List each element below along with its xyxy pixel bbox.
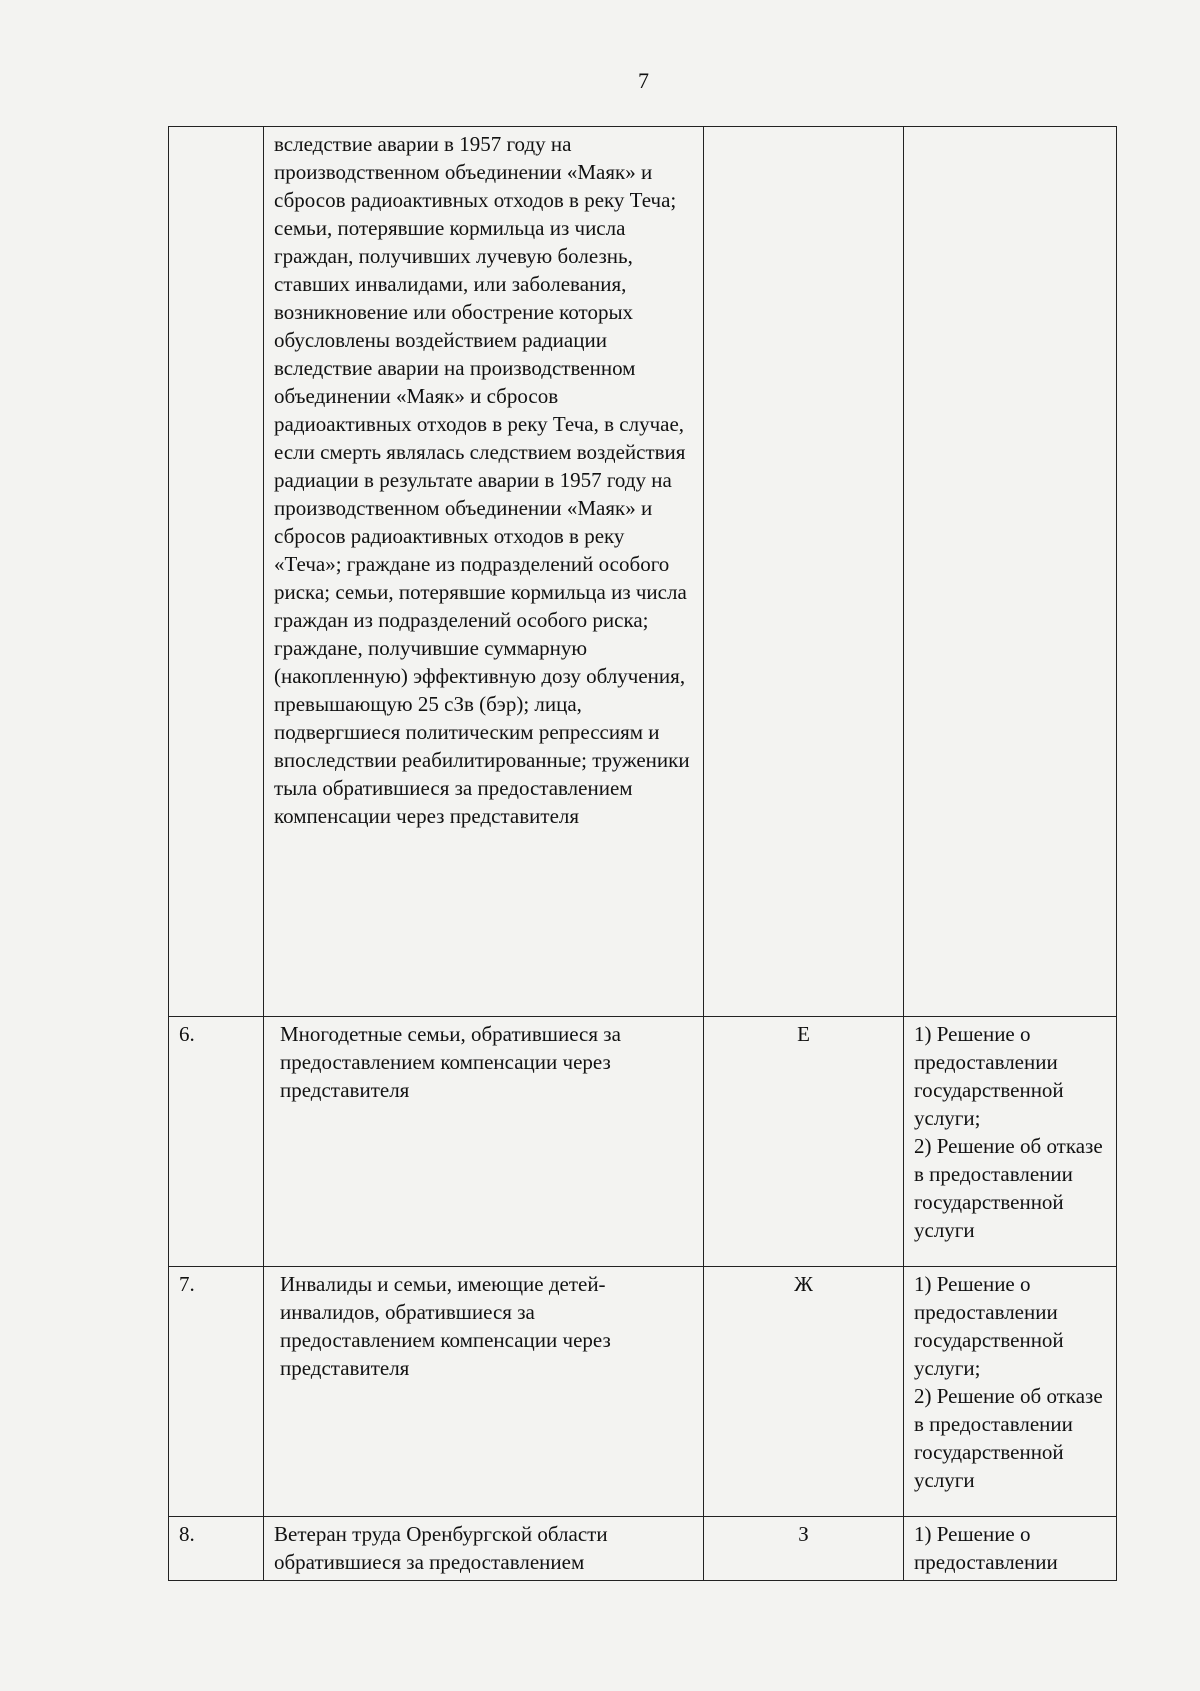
table-row bbox=[169, 1267, 1117, 1517]
row-code bbox=[704, 127, 904, 1017]
row-number bbox=[169, 127, 264, 1017]
row-result-positive: 1) Решение о предоставлении bbox=[914, 1522, 1058, 1574]
row-result bbox=[904, 1517, 1117, 1581]
row-number: 7. bbox=[169, 1267, 264, 1517]
row-code: З bbox=[704, 1517, 904, 1581]
row-number: 8. bbox=[169, 1517, 264, 1581]
row-category: Ветеран труда Оренбургской области обратившиеся за предоставлением bbox=[264, 1517, 704, 1581]
row-code: Е bbox=[704, 1017, 904, 1267]
row-result-positive: 1) Решение о предоставлении государственной услуги; bbox=[914, 1272, 1064, 1380]
table-row bbox=[169, 1017, 1117, 1267]
page-number: 7 bbox=[638, 68, 649, 93]
row-category: Многодетные семьи, обратившиеся за предоставлением компенсации через представителя bbox=[264, 1017, 704, 1267]
row-category: вследствие аварии в 1957 году на производственном объединении «Маяк» и сбросов радиоактивных отходов в реку Теча; семьи, потерявшие кормильца из числа граждан, получивших лучевую болезнь, ставших инвалидами, или заболевания, возникновение или обострение которых обусловлены воздействием радиации вследствие аварии на производственном объединении «Маяк» и сбросов радиоактивных отходов в реку Теча, в случае, если смерть являлась следствием воздействия радиации в результате аварии в 1957 году на производственном объединении «Маяк» и сбросов радиоактивных отходов в реку «Теча»; граждане из подразделений особого риска; семьи, потерявшие кормильца из числа граждан из подразделений особого риска; граждане, получившие суммарную (накопленную) эффективную дозу облучения, превышающую 25 сЗв (бэр); лица, подвергшиеся политическим репрессиям и впоследствии реабилитированные; труженики тыла обратившиеся за предоставлением компенсации через представителя bbox=[264, 127, 704, 1017]
table-row bbox=[169, 127, 1117, 1017]
row-category: Инвалиды и семьи, имеющие детей-инвалидов, обратившиеся за предоставлением компенсации через представителя bbox=[264, 1267, 704, 1517]
row-result bbox=[904, 1017, 1117, 1267]
table-row bbox=[169, 1517, 1117, 1581]
row-result-positive: 1) Решение о предоставлении государственной услуги; bbox=[914, 1022, 1064, 1130]
row-number: 6. bbox=[169, 1017, 264, 1267]
row-result bbox=[904, 1267, 1117, 1517]
services-table bbox=[168, 126, 1117, 1581]
row-result-negative: 2) Решение об отказе в предоставлении государственной услуги bbox=[914, 1384, 1103, 1492]
row-result bbox=[904, 127, 1117, 1017]
row-result-negative: 2) Решение об отказе в предоставлении государственной услуги bbox=[914, 1134, 1103, 1242]
row-code: Ж bbox=[704, 1267, 904, 1517]
